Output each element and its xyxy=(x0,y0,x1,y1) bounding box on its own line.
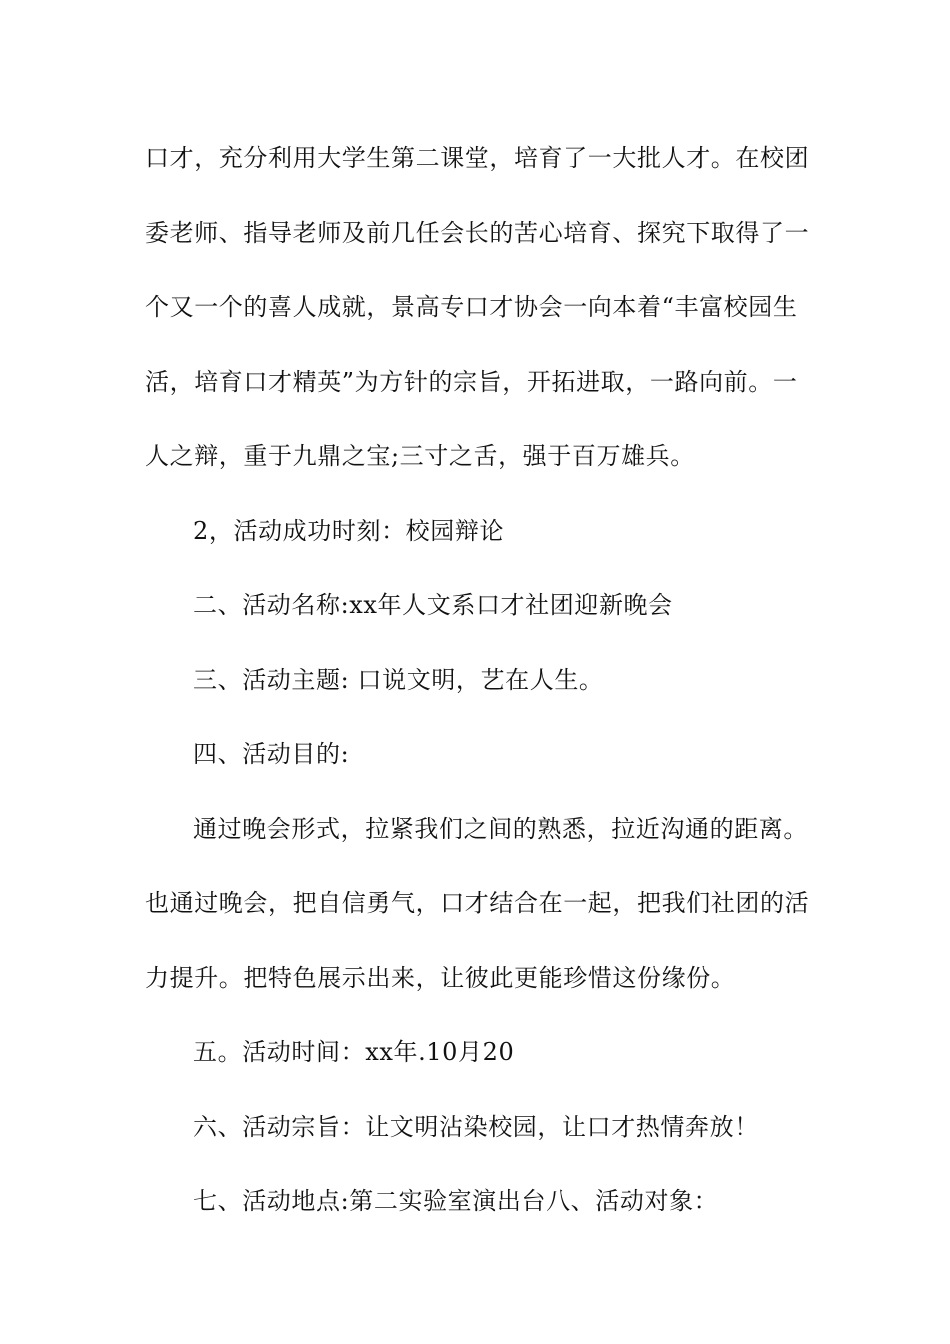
section-heading-name: 二、活动名称:xx年人文系口才社团迎新晚会 xyxy=(193,591,673,619)
paragraph-line: 通过晚会形式，拉紧我们之间的熟悉，拉近沟通的距离。 xyxy=(193,814,808,843)
section-item-debate: 2，活动成功时刻：校园辩论 xyxy=(193,516,505,545)
section-heading-aim: 六、活动宗旨：让文明沾染校园，让口才热情奔放！ xyxy=(193,1112,759,1141)
paragraph-line: 人之辩，重于九鼎之宝;三寸之舌，强于百万雄兵。 xyxy=(145,442,695,470)
paragraph-line: 也通过晚会，把自信勇气，口才结合在一起，把我们社团的活 xyxy=(145,889,810,917)
section-heading-purpose: 四、活动目的: xyxy=(193,740,350,768)
paragraph-line: 委老师、指导老师及前几任会长的苦心培育、探究下取得了一 xyxy=(145,218,810,247)
section-heading-theme: 三、活动主题: 口说文明，艺在人生。 xyxy=(193,665,604,694)
paragraph-line: 活，培育口才精英”为方针的宗旨，开拓进取，一路向前。一 xyxy=(145,367,798,396)
paragraph-line: 力提升。把特色展示出来，让彼此更能珍惜这份缘份。 xyxy=(145,963,736,992)
paragraph-line: 口才，充分利用大学生第二课堂，培育了一大批人才。在校团 xyxy=(145,144,810,172)
document-body xyxy=(145,126,810,1244)
paragraph-line: 个又一个的喜人成就，景高专口才协会一向本着“丰富校园生 xyxy=(145,293,798,321)
section-heading-time: 五。活动时间：xx年.10月20 xyxy=(193,1038,515,1066)
section-heading-location: 七、活动地点:第二实验室演出台八、活动对象： xyxy=(193,1187,719,1215)
